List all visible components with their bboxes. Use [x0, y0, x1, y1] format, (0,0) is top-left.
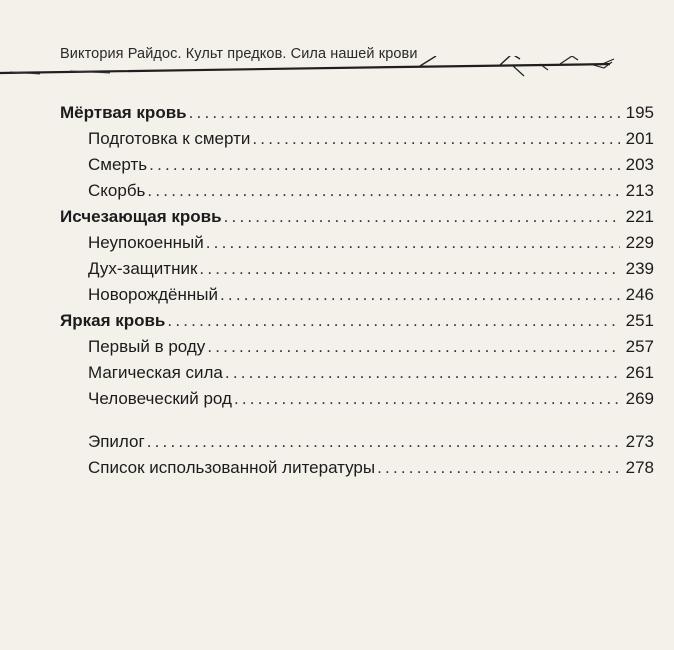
- toc-entry-title: Новорождённый: [88, 285, 218, 304]
- dot-leader: [147, 429, 620, 455]
- toc-page-number: 278: [625, 458, 654, 477]
- toc-entry-title: Мёртвая кровь: [60, 103, 187, 122]
- dot-leader: [377, 455, 620, 481]
- toc-chapter-entry: [88, 152, 654, 178]
- toc-chapter-entry: [88, 360, 654, 386]
- toc-part-entry: [60, 308, 654, 334]
- dot-leader: [189, 100, 620, 126]
- toc-entry-title: Магическая сила: [88, 363, 223, 382]
- toc-page-number: 246: [625, 285, 654, 304]
- toc-page-number: 269: [625, 389, 654, 408]
- toc-page-number: 195: [625, 103, 654, 122]
- toc-entry-title: Неупокоенный: [88, 233, 204, 252]
- dot-leader: [225, 360, 620, 386]
- dot-leader: [224, 204, 620, 230]
- toc-entry-title: Дух-защитник: [88, 259, 198, 278]
- header-rule-ornament: [0, 56, 674, 86]
- toc-page-number: 213: [625, 181, 654, 200]
- dot-leader: [207, 334, 620, 360]
- toc-page-number: 221: [625, 207, 654, 226]
- toc-chapter-entry: [88, 455, 654, 481]
- dot-leader: [147, 178, 620, 204]
- toc-page-number: 273: [625, 432, 654, 451]
- toc-entry-title: Смерть: [88, 155, 148, 174]
- toc-page-number: 203: [625, 155, 654, 174]
- running-header: Виктория Райдос. Культ предков. Сила нашей крови: [60, 46, 418, 62]
- toc-page-number: 261: [625, 363, 654, 382]
- toc-page-number: 201: [625, 129, 654, 148]
- toc-entry-title: Яркая кровь: [60, 311, 166, 330]
- toc-chapter-entry: [88, 256, 654, 282]
- dot-leader: [167, 308, 620, 334]
- toc-entry-title: Человеческий род: [88, 389, 232, 408]
- toc-entry-title: Эпилог: [88, 432, 145, 451]
- dot-leader: [252, 126, 620, 152]
- toc-chapter-entry: [88, 126, 654, 152]
- toc-page-number: 229: [625, 233, 654, 252]
- toc-chapter-entry: [88, 230, 654, 256]
- toc-chapter-entry: [88, 334, 654, 360]
- toc-part-entry: [60, 204, 654, 230]
- toc-chapter-entry: [88, 178, 654, 204]
- toc-part-entry: [60, 100, 654, 126]
- toc-page-number: 251: [625, 311, 654, 330]
- toc-chapter-entry: [88, 429, 654, 455]
- toc-chapter-entry: [88, 386, 654, 412]
- dot-leader: [234, 386, 620, 412]
- toc-entry-title: Скорбь: [88, 181, 146, 200]
- dot-leader: [206, 230, 620, 256]
- toc-page-number: 257: [625, 337, 654, 356]
- toc-chapter-entry: [88, 282, 654, 308]
- toc-entry-title: Список использованной литературы: [88, 458, 376, 477]
- toc-entry-title: Первый в роду: [88, 337, 206, 356]
- dot-leader: [220, 282, 620, 308]
- toc-page-number: 239: [625, 259, 654, 278]
- toc-entry-title: Исчезающая кровь: [60, 207, 222, 226]
- dot-leader: [149, 152, 620, 178]
- dot-leader: [199, 256, 620, 282]
- toc-entry-title: Подготовка к смерти: [88, 129, 251, 148]
